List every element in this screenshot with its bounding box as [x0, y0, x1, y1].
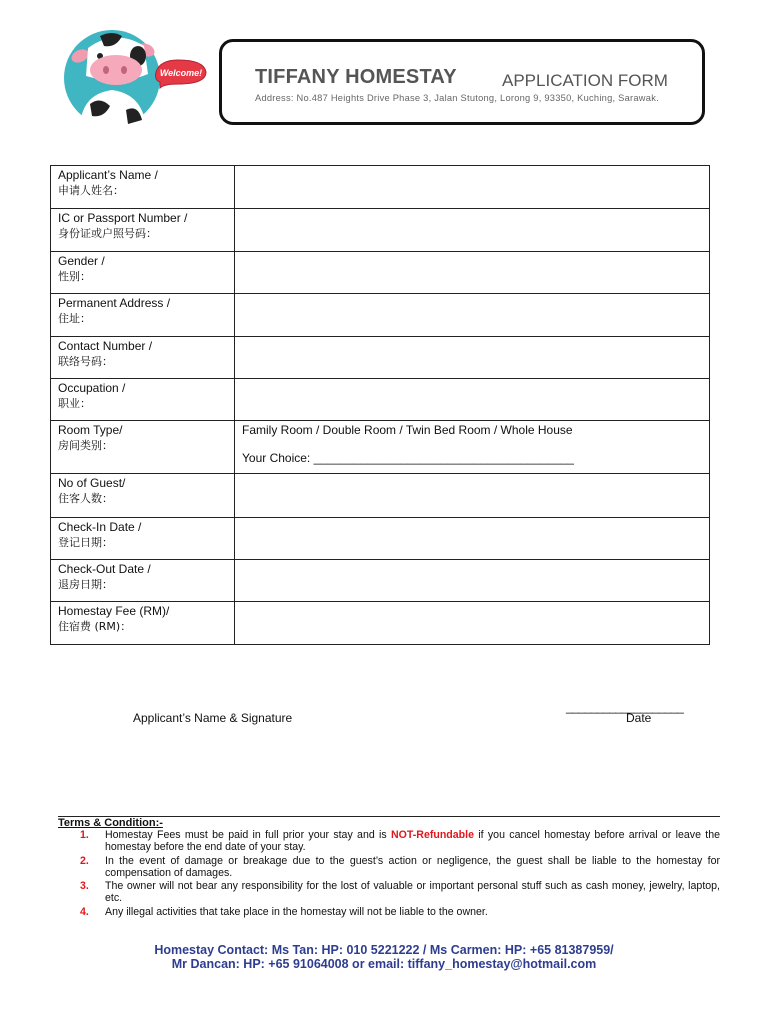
terms-item-text: Homestay Fees must be paid in full prior your stay and is	[105, 829, 391, 841]
brand-name: TIFFANY HOMESTAY	[255, 66, 457, 88]
field-contact-number[interactable]	[235, 337, 710, 379]
field-gender[interactable]	[235, 252, 710, 294]
logo-welcome-text: Welcome!	[159, 68, 203, 78]
form-row-gender	[51, 252, 710, 294]
terms-item-text: The owner will not bear any responsibility for the lost of valuable or important personal stuff such as cash money, jewelry, laptop, etc.	[105, 880, 720, 905]
form-row-contact-number	[51, 337, 710, 379]
terms-item-number: 4.	[80, 905, 89, 918]
homestay-address: Address: No.487 Heights Drive Phase 3, Jalan Stutong, Lorong 9, 93350, Kuching, Sarawak.	[255, 93, 659, 103]
form-row-ic-passport	[51, 209, 710, 252]
header-box	[219, 39, 705, 125]
date-label: Date	[626, 711, 652, 725]
label-permanent-address	[51, 294, 235, 337]
label-check-in-date	[51, 518, 235, 560]
label-en: IC or Passport Number /	[58, 211, 188, 225]
terms-item-number: 3.	[80, 880, 89, 893]
form-row-room-type	[51, 421, 710, 474]
terms-item-number: 2.	[80, 854, 89, 867]
label-occupation	[51, 379, 235, 421]
label-cn: 退房日期：	[58, 578, 113, 591]
room-type-options: Family Room / Double Room / Twin Bed Room / Whole House	[242, 423, 573, 437]
form-label: APPLICATION FORM	[502, 71, 668, 90]
field-ic-passport[interactable]	[235, 209, 710, 252]
not-refundable-highlight: NOT-Refundable	[390, 829, 474, 841]
label-en: Applicant’s Name /	[58, 168, 158, 182]
field-permanent-address[interactable]	[235, 294, 710, 337]
terms-list	[80, 829, 720, 919]
label-en: No of Guest/	[58, 476, 126, 490]
field-occupation[interactable]	[235, 379, 710, 421]
label-cn: 联络号码：	[58, 355, 113, 368]
field-homestay-fee[interactable]	[235, 602, 710, 645]
field-check-in-date[interactable]	[235, 518, 710, 560]
label-gender	[51, 252, 235, 294]
date-signature-line[interactable]: ___________________	[566, 700, 684, 714]
room-choice-line[interactable]: Your Choice: _______________________________________	[242, 451, 574, 465]
label-cn: 住客人数：	[58, 492, 113, 505]
terms-item	[80, 829, 720, 854]
terms-item-number: 1.	[80, 829, 89, 841]
label-cn: 住宿费 (RM)：	[58, 620, 132, 633]
label-en: Room Type/	[58, 423, 123, 437]
terms-item-text: Any illegal activities that take place in the homestay will not be liable to the owner.	[105, 905, 488, 918]
form-row-homestay-fee	[51, 602, 710, 645]
label-contact-number	[51, 337, 235, 379]
label-homestay-fee	[51, 602, 235, 645]
form-row-permanent-address	[51, 294, 710, 337]
label-en: Gender /	[58, 254, 105, 268]
label-check-out-date	[51, 560, 235, 602]
terms-title: Terms & Condition:-	[58, 817, 163, 829]
label-cn: 登记日期：	[58, 536, 113, 549]
label-cn: 身份证或户照号码：	[58, 227, 157, 240]
label-room-type	[51, 421, 235, 474]
label-cn: 职业：	[58, 397, 91, 410]
label-applicant-name	[51, 166, 235, 209]
terms-item	[80, 855, 720, 880]
contact-line-2: Mr Dancan: HP: +65 91064008 or email: tiffany_homestay@hotmail.com	[171, 957, 597, 971]
label-cn: 申请人姓名：	[58, 184, 124, 197]
label-en: Permanent Address /	[58, 296, 171, 310]
signature-label: Applicant’s Name & Signature	[133, 711, 293, 725]
label-no-of-guest	[51, 474, 235, 518]
label-ic-passport	[51, 209, 235, 252]
label-cn: 性别：	[58, 270, 91, 283]
label-en: Occupation /	[58, 381, 126, 395]
form-row-applicant-name	[51, 166, 710, 209]
cow-logo	[60, 26, 210, 130]
field-no-of-guest[interactable]	[235, 474, 710, 518]
label-cn: 住址：	[58, 312, 91, 325]
form-row-no-of-guest	[51, 474, 710, 518]
terms-item-text: In the event of damage or breakage due to the guest’s action or negligence, the guest shall be liable to the homestay for compensation of damages.	[105, 854, 720, 879]
field-room-type[interactable]	[235, 421, 710, 474]
field-check-out-date[interactable]	[235, 560, 710, 602]
label-en: Contact Number /	[58, 339, 153, 353]
terms-item-text: if you cancel homestay before arrival or leave the homestay before the end date of your stay.	[105, 829, 720, 854]
label-en: Check-Out Date /	[58, 562, 151, 576]
form-row-check-out-date	[51, 560, 710, 602]
application-form-table	[50, 165, 710, 645]
form-row-occupation	[51, 379, 710, 421]
form-row-check-in-date	[51, 518, 710, 560]
terms-item	[80, 880, 720, 905]
label-cn: 房间类别：	[58, 439, 113, 452]
contact-line-1: Homestay Contact: Ms Tan: HP: 010 5221222 / Ms Carmen: HP: +65 81387959/	[154, 943, 614, 957]
label-en: Homestay Fee (RM)/	[58, 604, 170, 618]
label-en: Check-In Date /	[58, 520, 142, 534]
field-applicant-name[interactable]	[235, 166, 710, 209]
terms-item	[80, 906, 720, 918]
